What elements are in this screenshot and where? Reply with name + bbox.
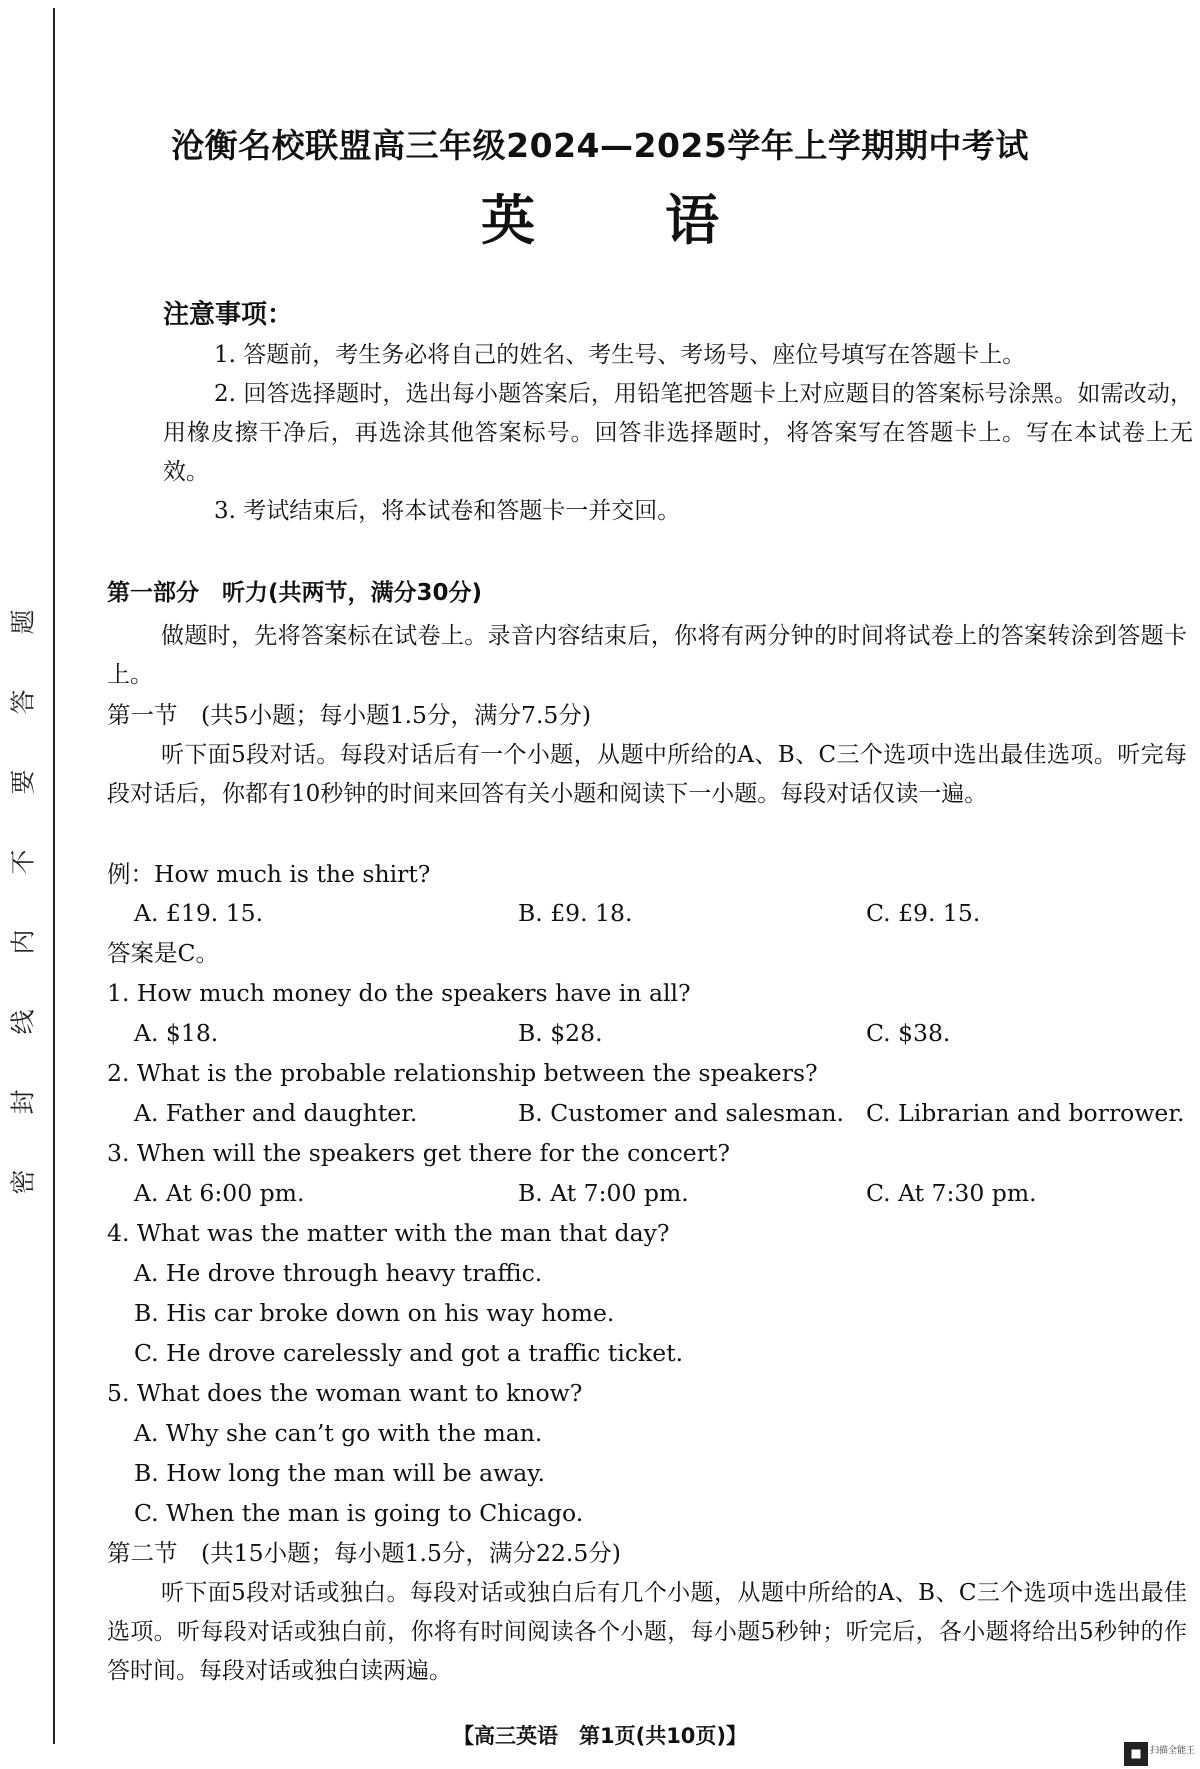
section2-heading: 第二节 (共15小题；每小题1.5分，满分22.5分)	[107, 1539, 621, 1567]
binding-char: 要	[8, 769, 38, 795]
question-4-option-a: A. He drove through heavy traffic.	[134, 1259, 543, 1287]
question-1-option-c: C. $38.	[866, 1019, 951, 1047]
notice-item-2: 2. 回答选择题时，选出每小题答案后，用铅笔把答题卡上对应题目的答案标号涂黑。如需改动，用橡皮擦干净后，再选涂其他答案标号。回答非选择题时，将答案写在答题卡上。写在本试卷上无效。	[163, 381, 1193, 485]
question-2-option-a: A. Father and daughter.	[134, 1099, 418, 1127]
question-3-stem: 3. When will the speakers get there for the concert?	[107, 1139, 730, 1167]
question-5-option-b: B. How long the man will be away.	[134, 1459, 545, 1487]
question-1-stem: 1. How much money do the speakers have in all?	[107, 979, 691, 1007]
qr-code-icon	[1124, 1742, 1148, 1766]
question-3-option-a: A. At 6:00 pm.	[134, 1179, 305, 1207]
question-5-option-c: C. When the man is going to Chicago.	[134, 1499, 584, 1527]
question-4-option-c: C. He drove carelessly and got a traffic ticket.	[134, 1339, 684, 1367]
binding-char: 答	[8, 689, 38, 715]
example-question: 例：How much is the shirt?	[107, 860, 431, 888]
example-answer: 答案是C。	[107, 939, 219, 967]
binding-margin-line	[53, 8, 55, 1744]
binding-char: 内	[8, 929, 38, 955]
notice-heading: 注意事项：	[163, 300, 294, 330]
question-3-option-b: B. At 7:00 pm.	[518, 1179, 689, 1207]
question-2-option-c: C. Librarian and borrower.	[866, 1099, 1185, 1127]
question-2-stem: 2. What is the probable relationship between the speakers?	[107, 1059, 818, 1087]
binding-margin-text	[4, 582, 44, 1222]
binding-char: 密	[8, 1169, 38, 1195]
question-4-option-b: B. His car broke down on his way home.	[134, 1299, 615, 1327]
question-4-stem: 4. What was the matter with the man that day?	[107, 1219, 670, 1247]
section2-instructions: 听下面5段对话或独白。每段对话或独白后有几个小题，从题中所给的A、B、C三个选项中选出最佳选项。听每段对话或独白前，你将有时间阅读各个小题，每小题5秒钟；听完后，各小题将给出5秒钟的作答时间。每段对话或独白读两遍。	[107, 1580, 1187, 1684]
notice-item-1: 1. 答题前，考生务必将自己的姓名、考生号、考场号、座位号填写在答题卡上。	[214, 342, 1026, 368]
question-3-option-c: C. At 7:30 pm.	[866, 1179, 1037, 1207]
question-5-option-a: A. Why she can’t go with the man.	[134, 1419, 543, 1447]
question-1-option-b: B. $28.	[518, 1019, 603, 1047]
example-option-c: C. £9. 15.	[866, 899, 981, 927]
example-option-a: A. £19. 15.	[134, 899, 264, 927]
subject-title: 英语	[481, 189, 849, 252]
scanner-logo: 扫描全能王	[1150, 1746, 1196, 1756]
exam-title: 沧衡名校联盟高三年级2024—2025学年上学期期中考试	[171, 126, 1029, 165]
part1-heading: 第一部分 听力(共两节，满分30分)	[107, 580, 483, 606]
part1-instructions: 做题时，先将答案标在试卷上。录音内容结束后，你将有两分钟的时间将试卷上的答案转涂到答题卡上。	[107, 623, 1187, 688]
binding-char: 题	[8, 609, 38, 635]
page-footer: 【高三英语 第1页(共10页)】	[452, 1724, 748, 1748]
example-option-b: B. £9. 18.	[518, 899, 633, 927]
binding-char: 不	[8, 849, 38, 875]
binding-char: 封	[8, 1089, 38, 1115]
question-1-option-a: A. $18.	[134, 1019, 219, 1047]
section1-heading: 第一节 (共5小题；每小题1.5分，满分7.5分)	[107, 701, 592, 729]
section1-instructions: 听下面5段对话。每段对话后有一个小题，从题中所给的A、B、C三个选项中选出最佳选项。听完每段对话后，你都有10秒钟的时间来回答有关小题和阅读下一小题。每段对话仅读一遍。	[107, 742, 1187, 807]
notice-item-3: 3. 考试结束后，将本试卷和答题卡一并交回。	[214, 498, 681, 524]
binding-char: 线	[8, 1009, 38, 1035]
question-2-option-b: B. Customer and salesman.	[518, 1099, 844, 1127]
question-5-stem: 5. What does the woman want to know?	[107, 1379, 583, 1407]
